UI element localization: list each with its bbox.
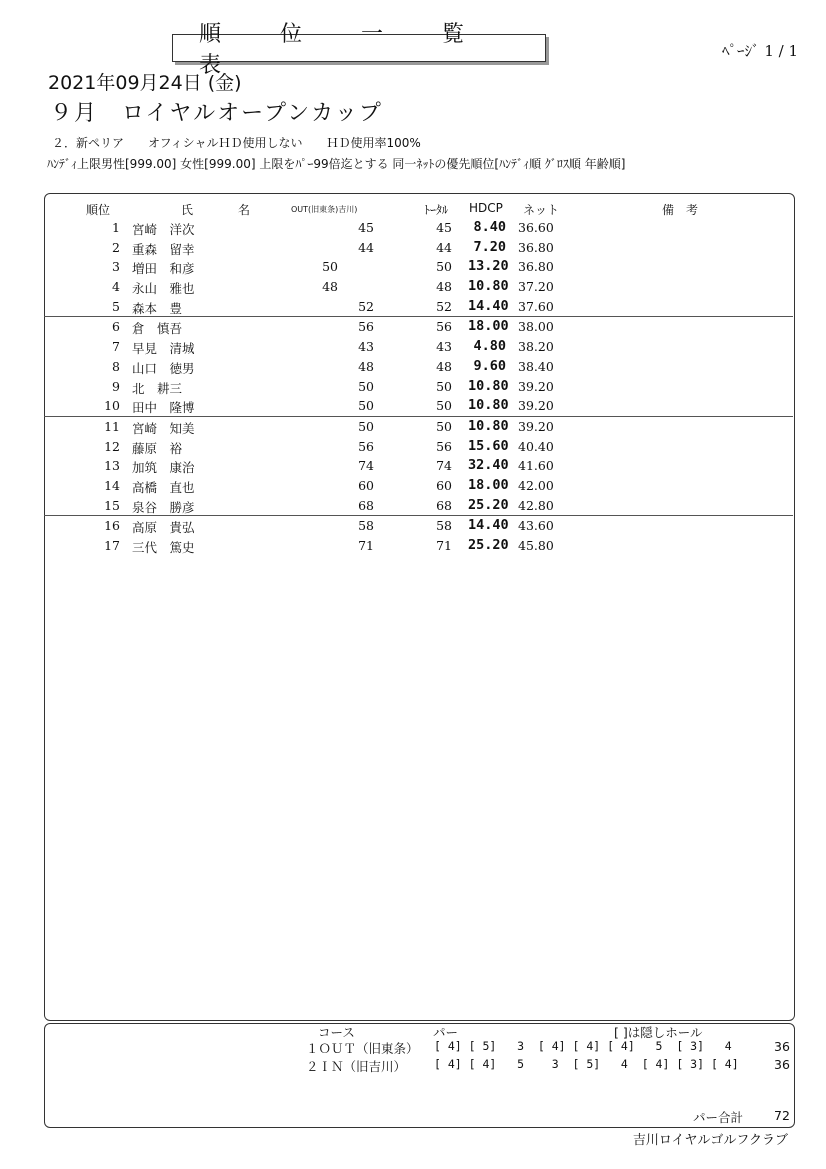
hdcp-cell: 14.40 (468, 517, 509, 534)
name-cell: 宮崎 知美 (132, 420, 195, 436)
name-cell: 高原 貴弘 (132, 520, 195, 536)
col-header-out: OUT(旧東条)吉川) (291, 205, 358, 214)
hdcp-cell: 15.60 (468, 437, 509, 454)
name-cell: 加筑 康治 (132, 460, 195, 476)
hdcp-cell: 10.80 (468, 397, 509, 414)
net-cell: 39.20 (518, 378, 554, 394)
col-header-name-given: 名 (238, 203, 251, 217)
rank-cell: 15 (104, 497, 120, 513)
net-cell: 40.40 (518, 438, 554, 454)
table-row (44, 337, 793, 357)
table-row (44, 476, 793, 496)
total-cell: 56 (436, 319, 452, 335)
table-row (44, 417, 793, 437)
net-cell: 36.80 (518, 259, 554, 275)
event-name: ９月 ロイヤルオープンカップ (50, 101, 383, 126)
table-row (44, 377, 793, 397)
course-out-total: 36 (774, 1039, 790, 1054)
net-cell: 42.00 (518, 477, 554, 493)
out2-score-cell: 50 (358, 378, 374, 394)
net-cell: 37.20 (518, 279, 554, 295)
col-header-net: ネット (523, 203, 560, 217)
hdcp-cell: 14.40 (468, 297, 509, 314)
total-cell: 74 (436, 458, 452, 474)
name-cell: 田中 隆博 (132, 400, 195, 416)
event-date: 2021年09月24日 (金) (48, 72, 242, 94)
net-cell: 42.80 (518, 497, 554, 513)
table-row (44, 257, 793, 277)
hdcp-cell: 13.20 (468, 258, 509, 275)
total-cell: 44 (436, 239, 452, 255)
col-header-name-family: 氏 (181, 203, 194, 217)
total-cell: 58 (436, 518, 452, 534)
hdcp-cell: 25.20 (468, 496, 509, 513)
out2-score-cell: 48 (358, 358, 374, 374)
name-cell: 森本 豊 (132, 300, 183, 316)
total-cell: 71 (436, 538, 452, 553)
col-header-rank: 順位 (86, 203, 111, 217)
col-header-hdcp: HDCP (469, 201, 503, 215)
name-cell: 高橋 直也 (132, 479, 195, 495)
course-in-total: 36 (774, 1057, 790, 1072)
condition-line-1: ２．新ペリア オフィシャルＨＤ使用しない ＨＤ使用率100% (52, 136, 421, 150)
total-cell: 45 (436, 220, 452, 235)
out2-score-cell: 43 (358, 339, 374, 355)
table-row (44, 536, 793, 556)
par-total-value: 72 (774, 1108, 790, 1123)
hidden-hole-note: [ ]は隠しホール (614, 1025, 703, 1040)
total-cell: 52 (436, 298, 452, 314)
net-cell: 38.20 (518, 339, 554, 355)
net-cell: 36.60 (518, 220, 554, 235)
rank-cell: 7 (112, 339, 120, 355)
table-row (44, 437, 793, 457)
rank-cell: 12 (104, 438, 120, 454)
out2-score-cell: 74 (358, 458, 374, 474)
rank-cell: 1 (112, 220, 120, 235)
hdcp-cell: 10.80 (468, 377, 509, 394)
table-row (44, 277, 793, 297)
title-box (172, 22, 546, 78)
rank-cell: 13 (104, 458, 120, 474)
rank-cell: 10 (104, 398, 120, 414)
hdcp-cell: 8.40 (473, 219, 506, 235)
table-row (44, 456, 793, 476)
net-cell: 38.00 (518, 319, 554, 335)
hdcp-cell: 18.00 (468, 318, 509, 335)
net-cell: 39.20 (518, 418, 554, 434)
course-col-label: コース (318, 1025, 355, 1040)
total-cell: 50 (436, 398, 452, 414)
hdcp-cell: 10.80 (468, 417, 509, 434)
hdcp-cell: 4.80 (473, 338, 506, 355)
rank-cell: 3 (112, 259, 120, 275)
name-cell: 倉 慎吾 (132, 321, 183, 337)
total-cell: 50 (436, 378, 452, 394)
name-cell: 藤原 裕 (132, 440, 183, 456)
total-cell: 60 (436, 477, 452, 493)
total-cell: 56 (436, 438, 452, 454)
name-cell: 重森 留幸 (132, 241, 195, 257)
rank-cell: 11 (104, 418, 120, 434)
rank-cell: 5 (112, 298, 120, 314)
hdcp-cell: 32.40 (468, 457, 509, 474)
table-row (44, 297, 793, 317)
total-cell: 50 (436, 259, 452, 275)
table-row (44, 496, 793, 516)
course-out-pars: [ 4] [ 5] 3 [ 4] [ 4] [ 4] 5 [ 3] 4 (434, 1039, 732, 1053)
course-in-name: ２ＩＮ（旧吉川） (306, 1059, 407, 1074)
hdcp-cell: 7.20 (473, 238, 506, 255)
out2-score-cell: 50 (358, 398, 374, 414)
club-name: 吉川ロイヤルゴルフクラブ (632, 1133, 788, 1148)
out-score-cell: 50 (322, 259, 338, 275)
name-cell: 早見 清城 (132, 341, 195, 357)
rank-cell: 16 (104, 518, 120, 534)
net-cell: 45.80 (518, 538, 554, 553)
name-cell: 山口 徳男 (132, 360, 195, 376)
out2-score-cell: 60 (358, 477, 374, 493)
net-cell: 36.80 (518, 239, 554, 255)
table-row (44, 218, 793, 238)
out2-score-cell: 71 (358, 538, 374, 553)
out2-score-cell: 68 (358, 497, 374, 513)
name-cell: 増田 和彦 (132, 261, 195, 277)
rank-cell: 14 (104, 477, 120, 493)
out2-score-cell: 44 (358, 239, 374, 255)
rank-cell: 2 (112, 239, 120, 255)
net-cell: 43.60 (518, 518, 554, 534)
rank-cell: 4 (112, 279, 120, 295)
condition-line-2: ﾊﾝﾃﾞｨ上限男性[999.00] 女性[999.00] 上限をﾊﾟｰ99倍迄とする 同一ﾈｯﾄの優先順位[ﾊﾝﾃﾞｨ順 ｸﾞﾛｽ順 年齢順] (47, 157, 626, 171)
table-row (44, 317, 793, 337)
table-row (44, 516, 793, 536)
out2-score-cell: 58 (358, 518, 374, 534)
name-cell: 永山 雅也 (132, 281, 195, 297)
table-row (44, 238, 793, 258)
table-row (44, 396, 793, 416)
page-number: ﾍﾟｰｼﾞ 1 / 1 (722, 42, 798, 60)
name-cell: 泉谷 勝彦 (132, 499, 195, 515)
rank-cell: 17 (104, 538, 120, 553)
hdcp-cell: 18.00 (468, 476, 509, 493)
total-cell: 43 (436, 339, 452, 355)
net-cell: 39.20 (518, 398, 554, 414)
par-total-label: パー合計 (693, 1110, 744, 1125)
par-col-label: パー (433, 1025, 459, 1040)
rank-cell: 6 (112, 319, 120, 335)
rank-cell: 8 (112, 358, 120, 374)
name-cell: 北 耕三 (132, 380, 183, 396)
total-cell: 68 (436, 497, 452, 513)
out2-score-cell: 52 (358, 298, 374, 314)
out2-score-cell: 45 (358, 220, 374, 235)
hdcp-cell: 10.80 (468, 278, 509, 295)
net-cell: 38.40 (518, 358, 554, 374)
course-out-name: １ＯＵＴ（旧東条） (306, 1041, 419, 1056)
col-header-remarks: 備 考 (662, 203, 699, 217)
total-cell: 48 (436, 279, 452, 295)
course-in-pars: [ 4] [ 4] 5 3 [ 5] 4 [ 4] [ 3] [ 4] (434, 1057, 739, 1071)
hdcp-cell: 9.60 (473, 357, 506, 374)
net-cell: 41.60 (518, 458, 554, 474)
name-cell: 三代 篤史 (132, 540, 195, 555)
total-cell: 50 (436, 418, 452, 434)
out2-score-cell: 56 (358, 438, 374, 454)
net-cell: 37.60 (518, 298, 554, 314)
out2-score-cell: 56 (358, 319, 374, 335)
out2-score-cell: 50 (358, 418, 374, 434)
out-score-cell: 48 (322, 279, 338, 295)
page-title: 順 位 一 覧 表 (199, 22, 490, 78)
results-rows (44, 218, 793, 556)
hdcp-cell: 25.20 (468, 537, 509, 553)
col-header-total: ﾄｰﾀﾙ (424, 203, 449, 217)
total-cell: 48 (436, 358, 452, 374)
table-row (44, 357, 793, 377)
rank-cell: 9 (112, 378, 120, 394)
name-cell: 宮崎 洋次 (132, 222, 195, 237)
